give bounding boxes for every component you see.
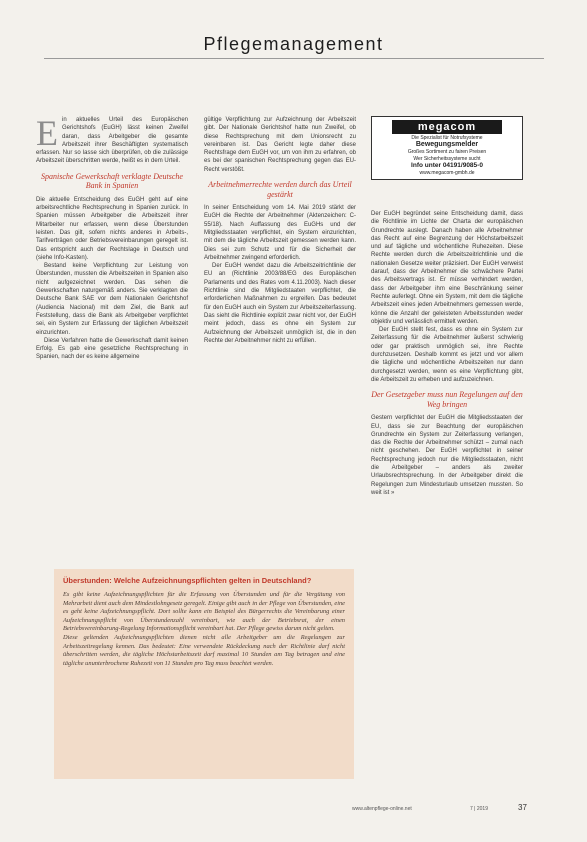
paragraph: Die aktuelle Entscheidung des EuGH geht auf eine arbeitsrechtliche Rechtsprechung in Spanien zurück. In Spanien müssen Arbeitgeber die Arbeitszeit ihrer Mitarbeiter nur erfassen, wenn diese Überstunden leisten. Das gilt, sofern nichts anderes in Arbeits-, Tarifverträgen oder Betriebsvereinbarungen geregelt ist. Das entspricht auch der Rechtslage in Deutsch und (siehe Info-Kasten). [36, 196, 188, 261]
intro-paragraph: in aktuelles Urteil des Europäischen Gerichtshofs (EuGH) lässt keinen Zweifel daran, dass Arbeitgeber die gesamte Arbeitszeit ihrer Beschäftigten systematisch erfassen. Nur so lasse sich überprüfen, ob die zulässige Arbeitszeit überschritten werde, heißt es in dem Urteil. [36, 117, 188, 165]
paragraph: Der EuGH begründet seine Entscheidung damit, dass die Richtlinie im Lichte der Charta der europäischen Grundrechte auslegt. Danach haben alle Arbeitnehmer das Recht auf eine Begrenzung der Höchstarbeitszeit und auf tägliche und wöchentliche Ruhezeiten. Diese Rechte werden durch die Arbeitszeitrichtlinie und die nationalen Gesetze weiter präzisiert. Der EuGH verweist darauf, dass der Arbeitnehmer die schwächere Partei des Arbeitsvertrags ist. Er müsse verhindert werden, dass der Arbeitgeber ihm eine Beschränkung seiner Rechte auferlegt. Ohne ein System, mit dem die tägliche Arbeitszeit eines jeden Arbeitnehmers gemessen werde, könne die Anzahl der geleisteten Arbeitsstunden weder objektiv und verlässlich ermittelt werden. [371, 211, 523, 325]
info-box-text: Es gibt keine Aufzeichnungspflichten für die Erfassung von Überstunden und für die Vergütung von Mehrarbeit dient auch dem Mindestlohngesetz geregelt. Einige gibt auch in der Pflege von Überstunden, eine es geht keine Aufzeichnungspflicht. Dort sollte kann ein Beispiel des Bürgerrechts die Vereinbarung einer Aufzeichnungspflicht von Überstundenzahl vereinbart, wie auch der Betriebsrat, der einen Betriebsvereinbarung-Regelung Informationspflicht vereinbart hat. Der Pflege gewiss darum nicht gelten. [63, 591, 345, 633]
paragraph: Diese Verfahren hatte die Gewerkschaft damit keinen Erfolg. Es gab eine gesetzliche Rechtsprechung in Spanien, nach der es keine allgemeine [36, 337, 188, 361]
info-box [54, 569, 354, 779]
article-column-1 [36, 113, 188, 362]
paragraph: Der EuGH stellt fest, dass es ohne ein System zur Zeiterfassung für die Arbeitnehmer äußerst schwierig oder gar praktisch unmöglich sei, ihre Rechte durchzusetzen. Deshalb kommt es jetzt und vor allem die tägliche und wöchentliche Arbeitszeiten nur dann durchgesetzt werden, wenn es eine Verpflichtung gibt, die Arbeitszeit zu erheben und aufzuzeichnen. [371, 327, 523, 383]
ad-url[interactable]: www.megacom-gmbh.de [419, 170, 475, 177]
subheading-3: Der Gesetzgeber muss nun Regelungen auf den Weg bringen [371, 390, 523, 409]
footer-issue: 7 | 2019 [470, 806, 488, 812]
footer-url[interactable]: www.altenpflege-online.net [352, 806, 412, 812]
subheading-1: Spanische Gewerkschaft verklagte Deutsche Bank in Spanien [41, 171, 183, 191]
ad-line: Die Spezialist für Notrufsysteme [411, 135, 483, 141]
ad-line: Wer Sicherheitssysteme sucht [413, 155, 481, 162]
subheading-2: Arbeitnehmerrechte werden durch das Urteil gestärkt [208, 180, 352, 199]
ad-headline: Bewegungsmelder [415, 141, 479, 149]
drop-cap: E [36, 113, 58, 153]
paragraph: In seiner Entscheidung vom 14. Mai 2019 stärkt der EuGH die Rechte der Arbeitnehmer (Aktenzeichen: C-55/18). Nach Auffassung des EuGHs und der Mitgliedsstaaten verpflichtet, ein System einzurichten, mit dem die tägliche Arbeitszeit gemessen werden kann. Dies sei zum Schutz und für die Sicherheit der Arbeitnehmer zwingend erforderlich. [204, 205, 356, 261]
title-divider [44, 58, 544, 59]
advertisement[interactable] [371, 116, 523, 180]
paragraph: gültige Verpflichtung zur Aufzeichnung der Arbeitszeit gibt. Der Nationale Gerichtshof hatte nun Zweifel, ob diese Rechtsprechung mit dem Unionsrecht zu vereinbaren ist. Das Gericht legte daher diese Rechtsfrage dem EuGH vor, um von ihm zu erfahren, ob es bei der spanischen Rechtsprechung gegen das EU-Recht verstößt. [204, 117, 356, 173]
ad-logo: megacom [392, 120, 502, 134]
article-column-3 [371, 210, 523, 497]
info-box-text: Diese geltenden Aufzeichnungspflichten dienen nicht alle Arbeitgeber um die Regelungen zur Arbeitszeitregelung kennen. Das bedeutet: Eine verwendete Rückdeckung nach der Richtlinie darf nicht überschritten werden, die tägliche Höchstarbeitszeit darf maximal 10 Stunden am Tag betragen und eine tägliche ununterbrochene Ruhezeit von 11 Stunden pro Tag muss beachtet werden. [63, 633, 345, 667]
ad-line: Großes Sortiment zu fairen Preisen [407, 149, 487, 156]
info-box-title: Überstunden: Welche Aufzeichnungspflichten gelten in Deutschland? [63, 576, 312, 585]
paragraph: Bestand keine Verpflichtung zur Leistung von Überstunden, mussten die Arbeitszeiten in Spanien also nicht aufgezeichnet werden. Das sehen die Gewerkschaften naturgemäß anders. Sie verklagten die Deutsche Bank SAE vor dem Nationalen Gerichtshof (Audiencia Nacional) mit dem Ziel, die Bank auf Feststellung, dass die Bank als Arbeitgeber verpflichtet sei, ein System zur Erfassung der täglichen Arbeitszeit einzurichten. [36, 263, 188, 336]
paragraph: Der EuGH wendet dazu die Arbeitszeitrichtlinie der EU an (Richtlinie 2003/88/EG des Europäischen Parlaments und des Rates vom 4.11.2003). Nach dieser Richtlinie sind die Mitgliedstaaten verpflichtet, die erforderlichen Maßnahmen zu ergreifen. Das bedeutet für den EuGH auch ein System zur Arbeitszeiterfassung. Das sieht die Richtlinie explizit zwar nicht vor, der EuGH meint jedoch, dass es ohne ein System zur Aufzeichnung der Arbeitszeit unmöglich ist, die in den Rechte der Arbeitnehmer nicht zu erfüllen. [204, 263, 356, 344]
page-title: Pflegemanagement [203, 34, 384, 54]
article-column-2 [204, 116, 356, 345]
paragraph: Gestern verpflichtet der EuGH die Mitgliedsstaaten der EU, dass sie zur Beachtung der europäischen Grundrechte ein System zur Zeiterfassung verlangen, das die Rechte der Arbeitnehmer schützt – zumal nach nicht geschehen. Der EuGH verpflichtet in seiner Rechtsprechung jedoch nur die Mitgliedsstaaten, nicht die Arbeitgeber – anders als zweiter Urlaubsrechtsprechung. In der Arbeitgeber direkt die Regelungen zum Mindesturlaub umsetzen mussten. So weit ist » [371, 415, 523, 496]
ad-phone: Info unter 04191/9085-0 [411, 162, 483, 170]
page-number: 37 [518, 803, 527, 812]
